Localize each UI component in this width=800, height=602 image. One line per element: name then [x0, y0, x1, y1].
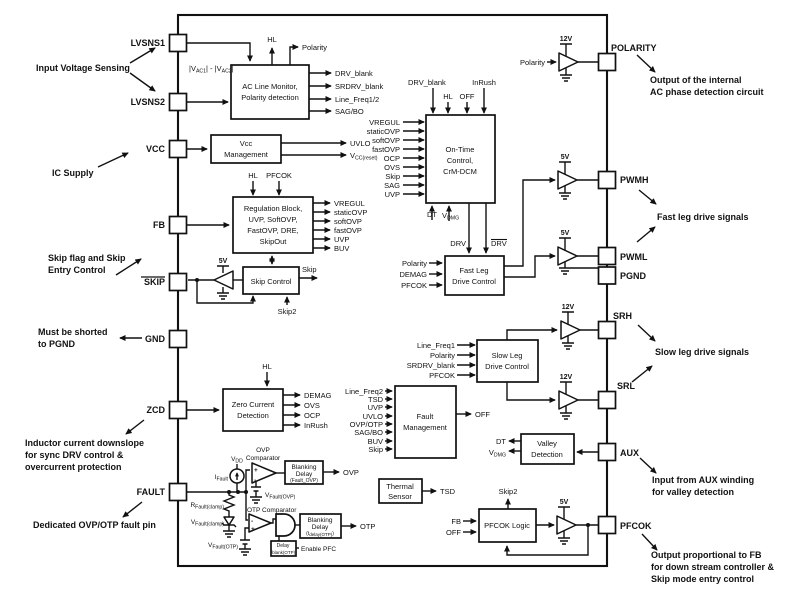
- svg-text:fastOVP: fastOVP: [372, 145, 400, 154]
- svg-text:Skip2: Skip2: [498, 487, 518, 496]
- pin-label-zcd: ZCD: [146, 405, 165, 415]
- block-ac-line-monitor: [231, 65, 309, 119]
- note-skip-flag: Skip flag and Skip: [48, 253, 126, 263]
- pin-pwmh: [599, 172, 616, 189]
- fault-management-label: Fault: [416, 412, 434, 421]
- otp-out-label: OTP: [360, 522, 376, 531]
- svg-text:DT: DT: [496, 437, 506, 446]
- svg-text:12V: 12V: [561, 304, 575, 311]
- svg-text:Line_Freq2: Line_Freq2: [345, 387, 383, 396]
- pin-skip: [170, 274, 187, 291]
- pin-label-pwmh: PWMH: [620, 175, 649, 185]
- svg-text:Entry Control: Entry Control: [48, 265, 106, 275]
- pin-label-pfcok: PFCOK: [620, 521, 652, 531]
- svg-text:+: +: [251, 526, 255, 533]
- pin-label-gnd: GND: [145, 334, 165, 344]
- svg-text:HL: HL: [443, 92, 453, 101]
- pin-fb: [170, 217, 187, 234]
- svg-text:CrM-DCM: CrM-DCM: [443, 167, 477, 176]
- svg-text:Polarity: Polarity: [519, 58, 545, 67]
- pin-polarity: [599, 54, 616, 71]
- svg-text:VREGUL: VREGUL: [369, 118, 400, 127]
- vcc-management-label: Vcc: [239, 139, 253, 148]
- vac-diff-label: $|V_{AC1}| - |V_{AC2}|$: [189, 64, 234, 75]
- pfcok-logic-label: PFCOK Logic: [484, 521, 530, 530]
- svg-text:OVS: OVS: [304, 401, 320, 410]
- note-gnd: Must be shorted: [38, 327, 108, 337]
- svg-text:tblank(OTP): tblank(OTP): [270, 549, 296, 555]
- polarity-buffer: [559, 53, 578, 71]
- svg-text:Management: Management: [403, 423, 447, 432]
- vcc-reset-label: $V_{CC(reset)}$: [350, 151, 378, 162]
- svg-text:5V: 5V: [559, 499, 569, 506]
- pin-fault: [170, 484, 187, 501]
- svg-text:UVLO: UVLO: [362, 412, 383, 421]
- off-label: OFF: [475, 410, 490, 419]
- drv-bar-label: DRV: [491, 239, 507, 248]
- note-polarity: Output of the internal: [650, 75, 742, 85]
- svg-text:OCP: OCP: [304, 411, 321, 420]
- svg-text:Skip: Skip: [368, 445, 383, 454]
- blanking-delay-otp-label: Blanking: [307, 517, 333, 524]
- sag-bo-label: SAG/BO: [335, 107, 364, 116]
- svg-text:VDMG: $V_{DMG}$: [488, 448, 506, 459]
- note-ic-supply: IC Supply: [52, 168, 94, 178]
- svg-text:SAG: SAG: [384, 181, 400, 190]
- pin-label-lvsns2: LVSNS2: [130, 97, 165, 107]
- hl-label: HL: [267, 35, 277, 44]
- block-zero-current: [223, 389, 283, 431]
- otp-and-gate: [276, 514, 295, 536]
- svg-text:Delay: Delay: [295, 471, 313, 478]
- svg-text:DEMAG: DEMAG: [399, 270, 427, 279]
- note-input-voltage-sensing: Input Voltage Sensing: [36, 63, 130, 73]
- svg-text:BUV: BUV: [367, 437, 383, 446]
- svg-text:PFCOK: PFCOK: [401, 281, 427, 290]
- pin-label-pwml: PWML: [620, 252, 648, 262]
- buv-label: BUV: [334, 244, 350, 253]
- svg-text:TSD: TSD: [368, 395, 383, 404]
- svg-text:5V: 5V: [218, 258, 228, 265]
- vdmg-label: $V_{DMG}$: [442, 211, 460, 222]
- enable-pfc-label: Enable PFC: [301, 546, 337, 553]
- pfcok-buffer: [557, 516, 576, 534]
- svg-text:Line_Freq1: Line_Freq1: [417, 341, 455, 350]
- note-pfcok: Output proportional to FB: [651, 550, 762, 560]
- svg-text:for sync DRV control &: for sync DRV control &: [25, 450, 124, 460]
- line-freq12-label: Line_Freq1/2: [335, 95, 380, 104]
- svg-text:5V: 5V: [560, 154, 570, 161]
- svg-text:Detection: Detection: [237, 411, 269, 420]
- uvp-label: UVP: [334, 235, 350, 244]
- skip-out-label: Skip: [302, 265, 317, 274]
- block-fast-leg: [445, 256, 504, 295]
- svg-text:Delay: Delay: [311, 524, 329, 531]
- svg-text:Skip mode entry control: Skip mode entry control: [651, 574, 755, 584]
- ifault-label: $I_{Fault}$: [214, 474, 228, 483]
- svg-text:for valley detection: for valley detection: [652, 487, 735, 497]
- svg-text:+: +: [254, 467, 258, 474]
- pin-pwml: [599, 248, 616, 265]
- svg-text:softOVP: softOVP: [372, 136, 400, 145]
- zero-current-label: Zero Current: [231, 400, 275, 409]
- svg-text:OFF: OFF: [446, 528, 461, 537]
- svg-text:UVP: UVP: [367, 403, 383, 412]
- svg-text:staticOVP: staticOVP: [366, 127, 400, 136]
- svg-text:InRush: InRush: [472, 78, 496, 87]
- pin-zcd: [170, 402, 187, 419]
- svg-text:-: -: [251, 518, 254, 525]
- vfault-ovp-battery: [251, 487, 261, 491]
- svg-text:(Fault_OVP): (Fault_OVP): [290, 478, 318, 484]
- pin-label-polarity: POLARITY: [611, 43, 657, 53]
- svg-text:OVS: OVS: [384, 163, 400, 172]
- pin-label-vcc: VCC: [145, 144, 165, 154]
- block-fault-management: [395, 386, 456, 458]
- svg-text:Polarity detection: Polarity detection: [241, 93, 299, 102]
- pin-vcc: [170, 141, 187, 158]
- vfault-ovp-label: $V_{Fault(OVP)}$: [265, 492, 296, 501]
- svg-text:DEMAG: DEMAG: [304, 391, 332, 400]
- slow-leg-label: Slow Leg: [491, 351, 523, 360]
- svg-text:12V: 12V: [559, 374, 573, 381]
- svg-text:(tdelay(OTP)): (tdelay(OTP)): [306, 531, 334, 537]
- otp-comparator-label: OTP Comparator: [247, 507, 297, 514]
- pin-pfcok: [599, 517, 616, 534]
- svg-text:SRDRV_blank: SRDRV_blank: [406, 361, 455, 370]
- note-zcd: Inductor current downslope: [25, 438, 145, 448]
- delay-box-label: Delay: [276, 543, 290, 549]
- note-slow-leg: Slow leg drive signals: [655, 347, 750, 357]
- svg-text:Skip: Skip: [385, 172, 400, 181]
- svg-text:OCP: OCP: [383, 154, 400, 163]
- ovp-comparator-label: OVP: [256, 447, 270, 454]
- pin-srl: [599, 392, 616, 409]
- pin-label-lvsns1: LVSNS1: [130, 38, 165, 48]
- skip2-label: Skip2: [277, 307, 297, 316]
- svg-text:Drive Control: Drive Control: [485, 362, 529, 371]
- svg-text:Management: Management: [224, 150, 268, 159]
- pin-label-fb: FB: [153, 220, 165, 230]
- polarity-out-label: Polarity: [302, 43, 328, 52]
- svg-text:Detection: Detection: [531, 450, 563, 459]
- srl-buffer: [559, 391, 578, 409]
- svg-text:12V: 12V: [559, 36, 573, 43]
- svg-text:5V: 5V: [560, 230, 570, 237]
- pin-gnd: [170, 331, 187, 348]
- softovp-label: softOVP: [334, 217, 362, 226]
- svg-text:AC phase detection circuit: AC phase detection circuit: [650, 87, 764, 97]
- svg-text:Drive Control: Drive Control: [452, 277, 496, 286]
- svg-text:OFF: OFF: [459, 92, 475, 101]
- vfault-clamp-zener: [224, 517, 234, 525]
- svg-text:UVP: UVP: [384, 190, 400, 199]
- uvlo-label: UVLO: [350, 139, 371, 148]
- pin-label-fault: FAULT: [136, 487, 165, 497]
- pin-label-srh: SRH: [613, 311, 633, 321]
- note-aux: Input from AUX winding: [652, 475, 755, 485]
- valley-detection-label: Valley: [537, 439, 557, 448]
- regulation-label: Regulation Block,: [243, 204, 303, 213]
- drv-label: DRV: [450, 239, 466, 248]
- pin-label-pgnd: PGND: [620, 271, 647, 281]
- svg-text:OVP/OTP: OVP/OTP: [349, 420, 383, 429]
- vfault-clamp-label: $V_{Fault(clamp)}$: [190, 519, 224, 528]
- vdd-label: $V_{DD}$: [231, 456, 243, 465]
- vfault-otp-label: $V_{Fault(OTP)}$: [208, 542, 238, 551]
- srdrv-blank-label: SRDRV_blank: [335, 82, 384, 91]
- staticovp-label: staticOVP: [334, 208, 368, 217]
- pin-label-skip: SKIP: [143, 277, 165, 287]
- note-fast-leg: Fast leg drive signals: [657, 212, 749, 222]
- svg-text:FastOVP, DRE,: FastOVP, DRE,: [247, 226, 299, 235]
- svg-text:HL: HL: [248, 171, 258, 180]
- svg-text:SkipOut: SkipOut: [259, 237, 287, 246]
- rfault-clamp-label: $R_{Fault(clamp)}$: [190, 502, 224, 511]
- blanking-delay-ovp-label: Blanking: [291, 464, 317, 471]
- svg-text:Polarity: Polarity: [429, 351, 455, 360]
- note-fault: Dedicated OVP/OTP fault pin: [33, 520, 156, 530]
- svg-text:to PGND: to PGND: [38, 339, 75, 349]
- pin-pgnd: [599, 267, 616, 284]
- pin-aux: [599, 444, 616, 461]
- svg-text:Sensor: Sensor: [388, 492, 412, 501]
- svg-text:DRV_blank: DRV_blank: [408, 78, 446, 87]
- pin-labels: [131, 38, 657, 531]
- svg-text:Polarity: Polarity: [401, 259, 427, 268]
- svg-text:for down stream controller &: for down stream controller &: [651, 562, 775, 572]
- svg-text:-: -: [254, 477, 257, 484]
- fastovp-label: fastOVP: [334, 226, 362, 235]
- pin-lvsns2: [170, 94, 187, 111]
- pin-label-aux: AUX: [620, 448, 640, 458]
- svg-text:Comparator: Comparator: [245, 455, 281, 462]
- srh-buffer: [561, 321, 580, 339]
- vfault-otp-battery: [240, 540, 250, 544]
- svg-text:SAG/BO: SAG/BO: [354, 428, 383, 437]
- ovp-out-label: OVP: [343, 468, 359, 477]
- tsd-label: TSD: [440, 487, 455, 496]
- ac-line-monitor-label: AC Line Monitor,: [242, 82, 298, 91]
- vregul-label: VREGUL: [334, 199, 365, 208]
- svg-text:InRush: InRush: [304, 421, 328, 430]
- skip-control-label: Skip Control: [250, 277, 292, 286]
- thermal-sensor-label: Thermal: [386, 482, 414, 491]
- block-slow-leg: [477, 340, 538, 382]
- pwmh-buffer: [558, 171, 577, 189]
- pin-lvsns1: [170, 35, 187, 52]
- svg-text:PFCOK: PFCOK: [429, 371, 455, 380]
- svg-text:PFCOK: PFCOK: [266, 171, 292, 180]
- pwml-buffer: [558, 247, 577, 265]
- on-time-label: On-Time: [445, 145, 475, 154]
- svg-text:FB: FB: [451, 517, 461, 526]
- svg-text:HL: HL: [262, 362, 272, 371]
- pin-srh: [599, 322, 616, 339]
- pin-label-srl: SRL: [617, 381, 635, 391]
- svg-text:UVP, SoftOVP,: UVP, SoftOVP,: [248, 215, 298, 224]
- fast-leg-label: Fast Leg: [459, 266, 489, 275]
- dt-label: DT: [427, 210, 437, 219]
- svg-text:overcurrent protection: overcurrent protection: [25, 462, 122, 472]
- skip-driver-buffer: [214, 271, 233, 289]
- drv-blank-label: DRV_blank: [335, 69, 373, 78]
- svg-text:Control,: Control,: [446, 156, 474, 165]
